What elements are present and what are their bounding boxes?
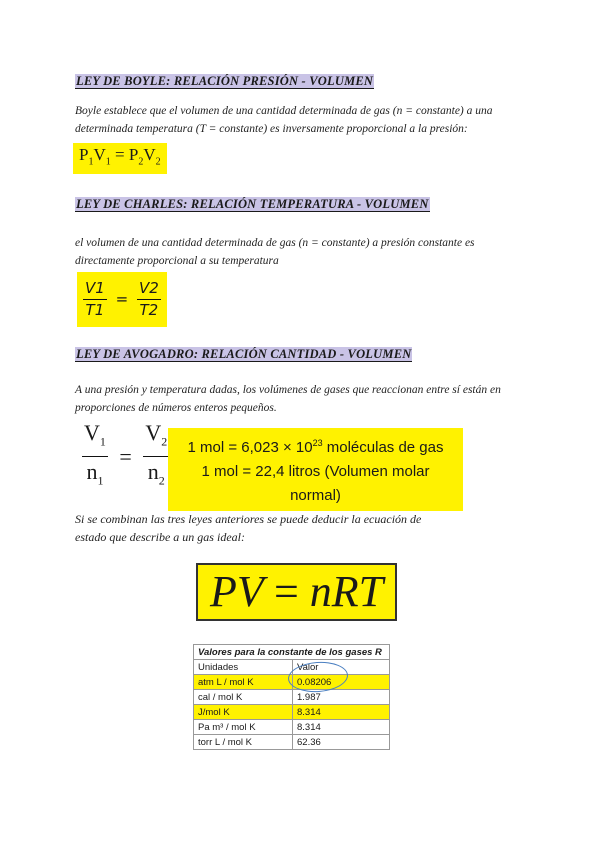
ideal-text bbox=[75, 510, 545, 546]
boyle-heading: LEY DE BOYLE: RELACIÓN PRESIÓN - VOLUMEN bbox=[76, 74, 374, 88]
table-title: Valores para la constante de los gases R bbox=[194, 645, 390, 660]
ideal-gas-formula: PV = nRT bbox=[196, 563, 397, 621]
boyle-text-line2: determinada temperatura (T = constante) es inversamente proporcional a la presión: bbox=[75, 123, 468, 135]
avogadro-text-line1: A una presión y temperatura dadas, los volúmenes de gases que reaccionan entre sí están en bbox=[75, 384, 501, 396]
gas-constant-table-wrapper bbox=[193, 644, 390, 750]
charles-text-line2: directamente proporcional a su temperatura bbox=[75, 255, 279, 267]
table-row: torr L / mol K 62.36 bbox=[194, 735, 390, 750]
charles-fraction-left: $\frac{V1}{T1}$ bbox=[85, 279, 105, 319]
ideal-text-line2: estado que describe a un gas ideal: bbox=[75, 530, 245, 544]
avogadro-text-line2: proporciones de números enteros pequeños. bbox=[75, 402, 277, 414]
charles-text-line1: el volumen de una cantidad determinada de gas (n = constante) a presión constante es bbox=[75, 237, 475, 249]
avogadro-fraction-right: $\frac{V_2}{n_2}$ bbox=[145, 420, 168, 488]
table-row: J/mol K 8.314 bbox=[194, 705, 390, 720]
charles-heading: LEY DE CHARLES: RELACIÓN TEMPERATURA - VOLUMEN bbox=[76, 197, 429, 211]
charles-text bbox=[75, 234, 545, 270]
avogadro-fraction-left: $\frac{V_1}{n_1}$ bbox=[84, 420, 106, 488]
charles-fraction-right: $\frac{V2}{T2}$ bbox=[138, 279, 159, 319]
table-row: Pa m³ / mol K 8.314 bbox=[194, 720, 390, 735]
boyle-text bbox=[75, 102, 545, 138]
charles-formula: $\frac{V1}{T1}$ = $\frac{V2}{T2}$ bbox=[77, 272, 167, 327]
table-row: cal / mol K 1.987 bbox=[194, 690, 390, 705]
avogadro-mol-box bbox=[168, 428, 463, 511]
avogadro-box-line1: 1 mol = $6,023 \times 10^{23}$ moléculas de gas bbox=[187, 438, 444, 456]
ideal-text-line1: Si se combinan las tres leyes anteriores se puede deducir la ecuación de bbox=[75, 512, 422, 526]
table-header-value: Valor bbox=[293, 660, 390, 675]
boyle-text-line1: Boyle establece que el volumen de una cantidad determinada de gas (n = constante) a una bbox=[75, 105, 493, 117]
boyle-formula: $P_1V_1 = P_2V_2$ bbox=[73, 143, 167, 174]
table-header-units: Unidades bbox=[194, 660, 293, 675]
avogadro-text bbox=[75, 381, 555, 417]
avogadro-box-line2: 1 mol = 22,4 litros (Volumen molar normal) bbox=[201, 463, 430, 504]
table-title-row bbox=[194, 645, 390, 660]
avogadro-heading: LEY DE AVOGADRO: RELACIÓN CANTIDAD - VOLUMEN bbox=[76, 347, 412, 361]
gas-constant-table bbox=[193, 644, 390, 750]
avogadro-formula: $\frac{V_1}{n_1}$ = $\frac{V_2}{n_2}$ bbox=[82, 418, 169, 496]
table-row: atm L / mol K 0.08206 bbox=[194, 675, 390, 690]
